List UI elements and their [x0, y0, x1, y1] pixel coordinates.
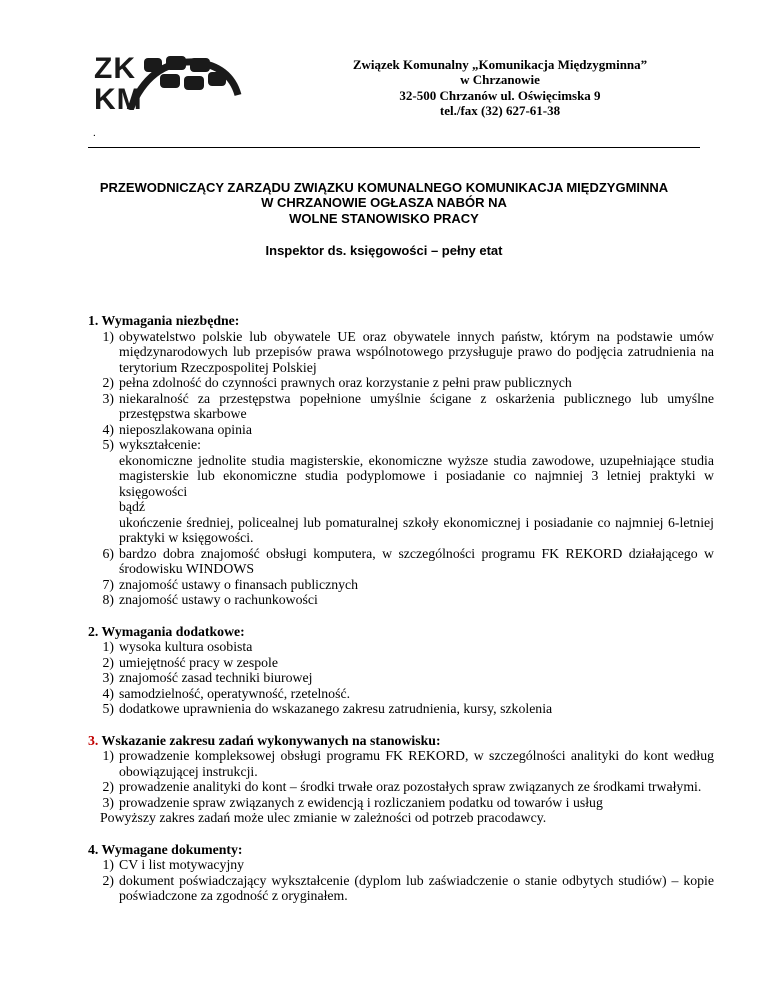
org-city: w Chrzanowie: [460, 72, 540, 88]
header-divider: [88, 147, 700, 148]
section-3-note: Powyższy zakres zadań może ulec zmianie w zależności od potrzeb pracodawcy.: [100, 810, 547, 825]
item-number: 1): [102, 857, 114, 872]
title-line-3: WOLNE STANOWISKO PRACY: [289, 210, 479, 226]
list-item: [88, 779, 714, 795]
item-text: umiejętność pracy w zespole: [119, 654, 278, 670]
item-text: obywatelstwo polskie lub obywatele UE oraz obywatele innych państw, którym na podstawie umów międzynarodowych lub przepisów prawa wspólnotowego przysługuje prawo do podjęcia zatrudnienia na terytorium Rzeczpospolitej Polskiej: [119, 328, 714, 375]
item-number: 2): [102, 654, 114, 670]
education-option-1: ekonomiczne jednolite studia magisterskie, ekonomiczne wyższe studia zawodowe, uzupełniające studia magisterskie lub ekonomiczne studia podyplomowe i posiadanie co najmniej 3 letniej praktyki w księgowości: [119, 452, 714, 499]
section-gap: [88, 608, 714, 624]
section-1-title: 1. Wymagania niezbędne:: [88, 313, 240, 328]
job-position: Inspektor ds. księgowości – pełny etat: [265, 243, 503, 258]
education-or: bądź: [119, 499, 146, 514]
logo-text-top: ZK: [94, 52, 136, 85]
item-text: wysoka kultura osobista: [119, 639, 253, 654]
document-body: [88, 313, 714, 904]
item-text: prowadzenie kompleksowej obsługi programu FK REKORD, w szczególności analityki do kont według obowiązującej instrukcji.: [119, 748, 714, 779]
item-number: 3): [102, 670, 114, 685]
item-number: 5): [102, 701, 114, 716]
list-item: [88, 639, 714, 655]
item-number: 4): [102, 421, 114, 437]
item-text: dodatkowe uprawnienia do wskazanego zakresu zatrudnienia, kursy, szkolenia: [119, 701, 553, 716]
list-item: [88, 701, 714, 717]
list-item: [88, 748, 714, 779]
item-number: 5): [102, 437, 114, 452]
education-option-2: ukończenie średniej, policealnej lub pomaturalnej szkoły ekonomicznej i posiadanie co najmniej 6-letniej praktyki w księgowości.: [119, 514, 714, 545]
list-item: [88, 391, 714, 422]
list-item: [88, 329, 714, 376]
item-text: wykształcenie:: [119, 437, 201, 452]
list-item: [88, 655, 714, 671]
item-number: 1): [102, 639, 114, 654]
list-item: [88, 857, 714, 873]
item-number: 1): [102, 748, 114, 763]
item-number: 4): [102, 685, 114, 701]
section-2-title: 2. Wymagania dodatkowe:: [88, 623, 245, 639]
list-item: [88, 577, 714, 593]
section-gap: [88, 717, 714, 733]
logo-text-bottom: KM: [94, 83, 143, 116]
announcement-title: [80, 180, 688, 226]
list-item: [88, 670, 714, 686]
title-line-2: W CHRZANOWIE OGŁASZA NABÓR NA: [261, 195, 507, 211]
section-gap: [88, 826, 714, 842]
section-4-title: 4. Wymagane dokumenty:: [88, 841, 243, 857]
list-item: [88, 592, 714, 608]
list-item: [88, 873, 714, 904]
item-number: 2): [102, 872, 114, 888]
item-text: pełna zdolność do czynności prawnych oraz korzystanie z pełni praw publicznych: [119, 375, 572, 390]
item-text: znajomość ustawy o rachunkowości: [119, 592, 318, 607]
item-number: 8): [102, 592, 114, 607]
list-item: [88, 375, 714, 391]
org-address: 32-500 Chrzanów ul. Oświęcimska 9: [399, 87, 601, 103]
list-item: [88, 437, 714, 453]
item-number: 2): [102, 779, 114, 794]
item-text: CV i list motywacyjny: [119, 857, 245, 872]
stray-marker: .: [93, 127, 96, 139]
org-name: Związek Komunalny „Komunikacja Międzygminna”: [352, 57, 648, 72]
item-number: 7): [102, 576, 114, 592]
item-number: 6): [102, 545, 114, 561]
section-3-heading: Wskazanie zakresu zadań wykonywanych na stanowisku:: [98, 732, 441, 748]
section-3-number: 3.: [88, 732, 99, 748]
letterhead: [300, 57, 700, 118]
list-item: [88, 795, 714, 811]
logo: [90, 40, 245, 116]
item-number: 3): [102, 390, 114, 406]
list-item: [88, 686, 714, 702]
org-phone: tel./fax (32) 627-61-38: [439, 102, 561, 118]
item-text: niekaralność za przestępstwa popełnione umyślnie ścigane z oskarżenia publicznego lub umyślne przestępstwa skarbowe: [119, 390, 714, 421]
list-item: [88, 546, 714, 577]
item-text: dokument poświadczający wykształcenie (dyplom lub zaświadczenie o stanie odbytych studiów) – kopie poświadczone za zgodność z oryginałem.: [119, 872, 714, 903]
item-text: nieposzlakowana opinia: [119, 421, 252, 437]
item-text: samodzielność, operatywność, rzetelność.: [119, 685, 351, 701]
item-text: znajomość zasad techniki biurowej: [119, 670, 313, 685]
item-number: 2): [102, 375, 114, 390]
item-text: znajomość ustawy o finansach publicznych: [119, 576, 359, 592]
list-item: [88, 422, 714, 438]
item-number: 1): [102, 328, 114, 344]
item-text: prowadzenie analityki do kont – środki trwałe oraz pozostałych spraw związanych ze środkami trwałymi.: [119, 779, 702, 794]
section-3-title: [88, 733, 714, 749]
item-text: prowadzenie spraw związanych z ewidencją i rozliczaniem podatku od towarów i usług: [119, 794, 603, 810]
item-text: bardzo dobra znajomość obsługi komputera, w szczególności programu FK REKORD działającego w środowisku WINDOWS: [119, 545, 714, 576]
item-number: 3): [102, 794, 114, 810]
title-line-1: PRZEWODNICZĄCY ZARZĄDU ZWIĄZKU KOMUNALNEGO KOMUNIKACJA MIĘDZYGMINNA: [99, 180, 669, 195]
